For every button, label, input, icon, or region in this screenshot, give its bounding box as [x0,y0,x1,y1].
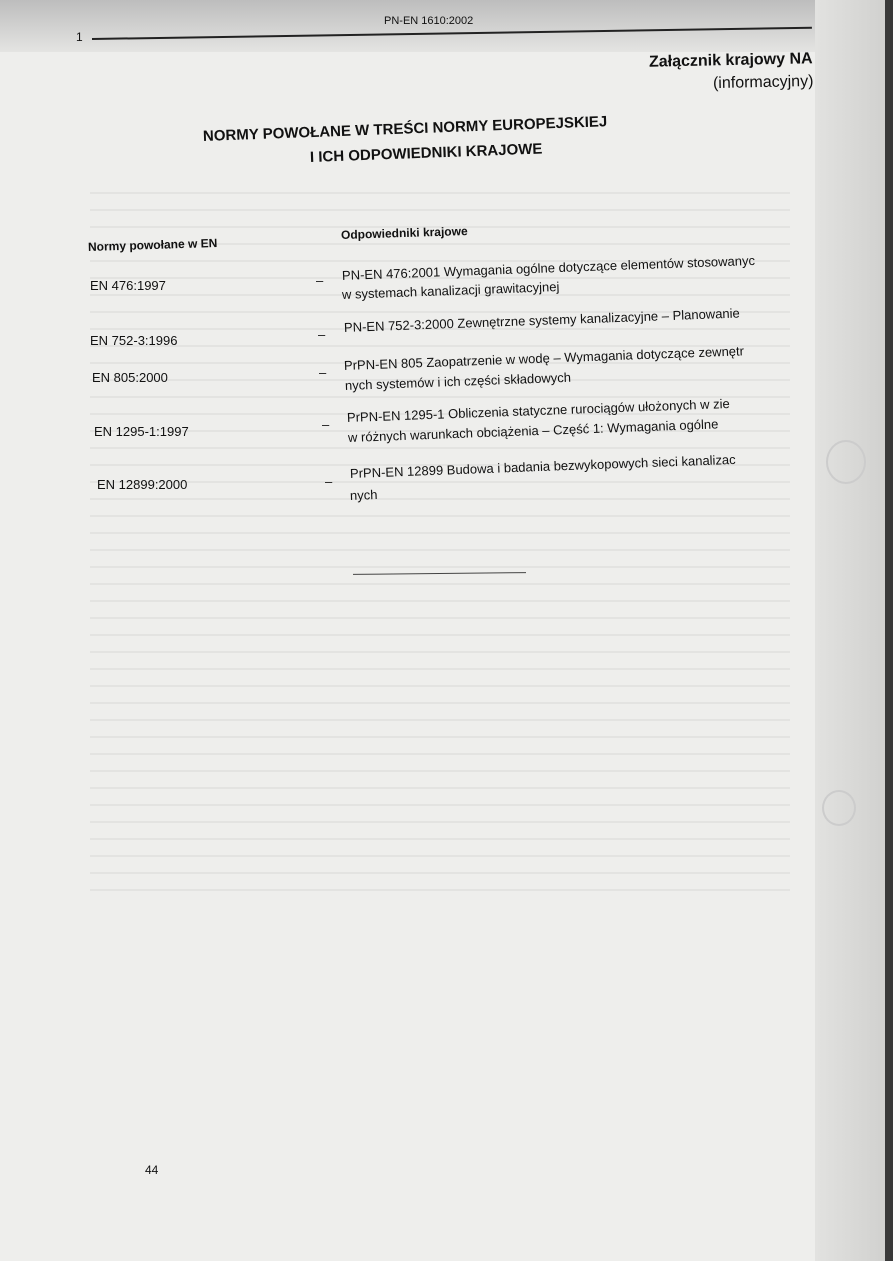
scan-edge [885,0,893,1261]
national-standard-line2: nych systemów i ich części składowych [344,369,572,393]
en-standard: EN 1295-1:1997 [94,424,189,439]
punch-hole-mark [822,790,856,826]
row-dash: – [318,327,326,342]
scan-shadow-right [815,0,893,1261]
standard-id: PN-EN 1610:2002 [384,15,474,27]
en-standard: EN 752-3:1996 [90,333,178,348]
en-standard: EN 12899:2000 [97,477,188,492]
row-dash: – [325,474,333,489]
section-heading-line2: I ICH ODPOWIEDNIKI KRAJOWE [309,140,543,166]
row-dash: – [316,273,324,288]
punch-hole-mark [826,440,866,484]
national-standard-line2: w systemach kanalizacji grawitacyjnej [341,279,560,302]
row-dash: – [322,417,330,432]
national-standard-line2: w różnych warunkach obciążenia – Część 1: Wymagania ogólne [347,416,719,445]
annex-title: Załącznik krajowy NA [649,50,814,71]
column-header-en: Normy powołane w EN [87,235,218,254]
annex-type: (informacyjny) [712,72,814,93]
national-standard-line1: PN-EN 476:2001 Wymagania ogólne dotyczące elementów stosowanyc [341,252,756,283]
national-standard-line1: PrPN-EN 1295-1 Obliczenia statyczne rurociągów ułożonych w zie [346,395,730,425]
national-standard-line1: PrPN-EN 12899 Budowa i badania bezwykopowych sieci kanalizac [349,451,736,481]
row-dash: – [319,365,327,380]
section-heading-line1: NORMY POWOŁANE W TREŚCI NORMY EUROPEJSKIEJ [202,113,608,145]
page-marker: 1 [76,30,83,44]
national-standard-line2: nych [349,486,378,503]
en-standard: EN 476:1997 [90,278,166,293]
en-standard: EN 805:2000 [92,370,168,385]
page-number: 44 [145,1163,159,1177]
national-standard-line1: PrPN-EN 805 Zaopatrzenie w wodę – Wymagania dotyczące zewnętr [343,343,745,373]
column-header-national: Odpowiedniki krajowe [340,224,468,242]
national-standard-line1: PN-EN 752-3:2000 Zewnętrzne systemy kanalizacyjne – Planowanie [343,305,740,335]
